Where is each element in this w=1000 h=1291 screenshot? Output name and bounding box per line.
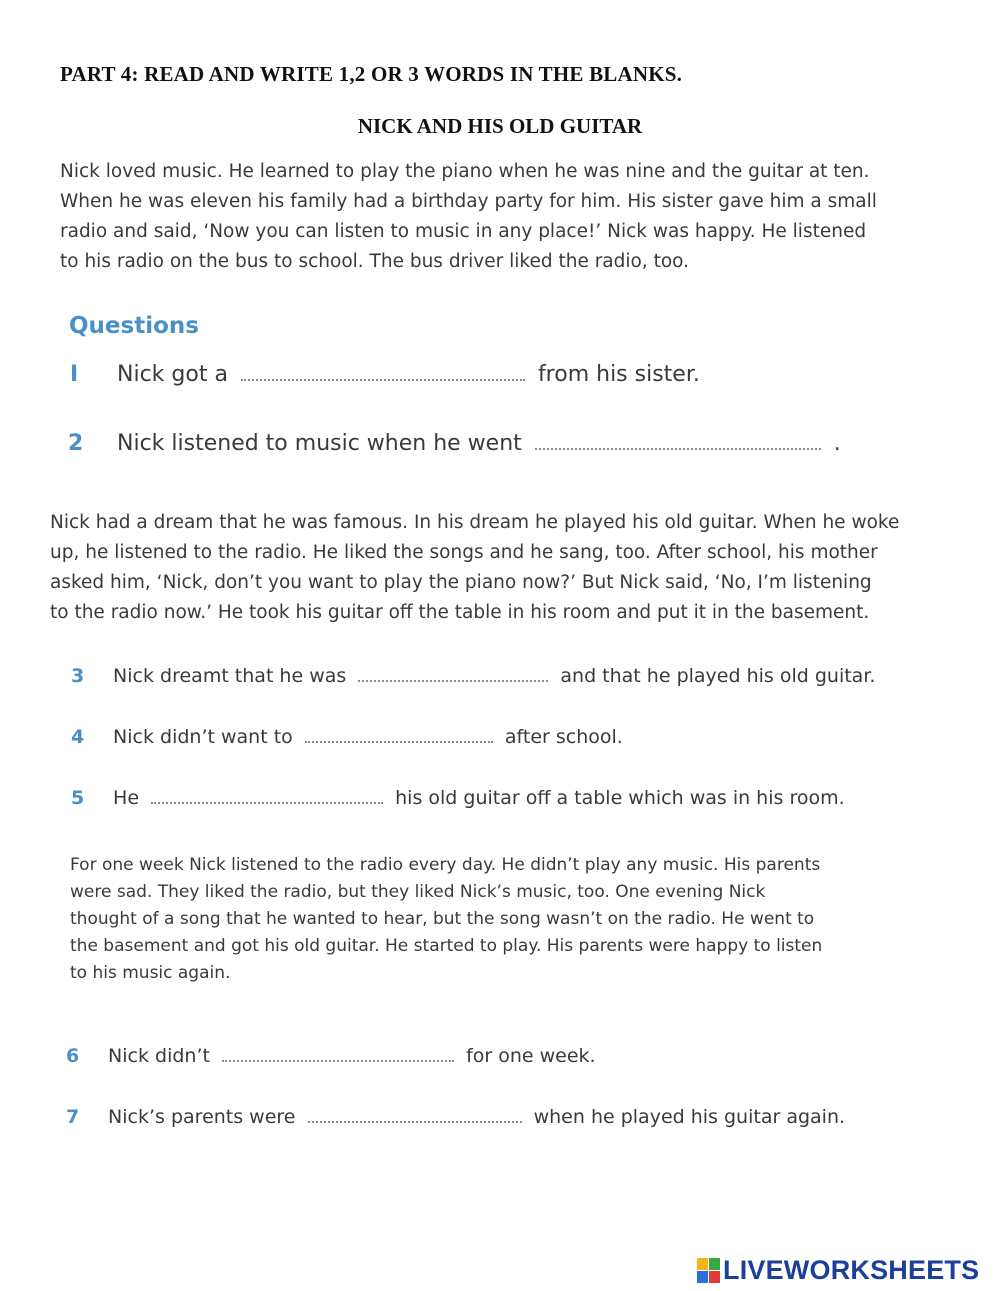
- question-text-before: Nick got a: [117, 362, 228, 387]
- question-number: 5: [71, 787, 85, 809]
- question-7: [66, 1106, 845, 1128]
- question-text-before: Nick listened to music when he went: [117, 431, 522, 456]
- passage-line: For one week Nick listened to the radio every day. He didn’t play any music. His parents: [70, 855, 821, 875]
- passage-3: [70, 852, 822, 987]
- passage-line: Nick loved music. He learned to play the piano when he was nine and the guitar at ten.: [60, 161, 870, 182]
- answer-blank-5[interactable]: [151, 801, 383, 804]
- question-text-before: Nick’s parents were: [108, 1106, 296, 1128]
- question-1: [70, 362, 700, 387]
- passage-line: were sad. They liked the radio, but they liked Nick’s music, too. One evening Nick: [70, 882, 766, 902]
- question-text-after: his old guitar off a table which was in his room.: [395, 787, 845, 809]
- question-text-after: after school.: [504, 726, 623, 748]
- question-number: 3: [71, 665, 85, 687]
- question-number: 7: [66, 1106, 80, 1128]
- question-5: [71, 787, 845, 809]
- passage-line: to the radio now.’ He took his guitar off the table in his room and put it in the basement.: [50, 602, 870, 623]
- answer-blank-4[interactable]: [305, 740, 493, 743]
- logo-text: LIVEWORKSHEETS: [723, 1254, 980, 1285]
- passage-line: radio and said, ‘Now you can listen to music in any place!’ Nick was happy. He listened: [60, 221, 867, 242]
- part-title: PART 4: READ AND WRITE 1,2 OR 3 WORDS IN THE BLANKS.: [60, 62, 683, 86]
- passage-line: Nick had a dream that he was famous. In his dream he played his old guitar. When he woke: [50, 512, 900, 533]
- question-3: [71, 665, 875, 687]
- answer-blank-1[interactable]: [241, 378, 525, 381]
- liveworksheets-logo[interactable]: [697, 1254, 979, 1286]
- passage-line: When he was eleven his family had a birthday party for him. His sister gave him a small: [60, 191, 877, 212]
- question-number: 2: [68, 431, 84, 456]
- liveworksheets-mark-icon: [697, 1258, 719, 1282]
- question-text-after: when he played his guitar again.: [533, 1106, 846, 1128]
- question-number: 4: [71, 726, 85, 748]
- question-6: [66, 1045, 596, 1067]
- question-text-before: Nick didn’t want to: [113, 726, 293, 748]
- question-2: [68, 431, 841, 456]
- passage-line: thought of a song that he wanted to hear, but the song wasn’t on the radio. He went to: [70, 909, 815, 929]
- question-4: [71, 726, 623, 748]
- passage-1: [60, 157, 877, 277]
- story-title: NICK AND HIS OLD GUITAR: [357, 114, 643, 138]
- question-text-before: Nick dreamt that he was: [113, 665, 347, 687]
- answer-blank-7[interactable]: [308, 1120, 522, 1123]
- question-text-before: He: [113, 787, 140, 809]
- passage-2: [50, 508, 899, 628]
- passage-line: up, he listened to the radio. He liked the songs and he sang, too. After school, his mother: [50, 542, 878, 563]
- answer-blank-2[interactable]: [535, 447, 821, 450]
- question-text-after: for one week.: [466, 1045, 596, 1067]
- question-text-before: Nick didn’t: [108, 1045, 210, 1067]
- answer-blank-3[interactable]: [358, 679, 548, 682]
- question-text-after: .: [833, 431, 841, 456]
- questions-heading: Questions: [69, 313, 199, 339]
- question-number: 6: [66, 1045, 80, 1067]
- answer-blank-6[interactable]: [222, 1059, 454, 1062]
- passage-line: to his music again.: [70, 963, 231, 983]
- question-text-after: from his sister.: [537, 362, 700, 387]
- question-number: I: [70, 362, 79, 387]
- passage-line: the basement and got his old guitar. He started to play. His parents were happy to listen: [70, 936, 823, 956]
- question-text-after: and that he played his old guitar.: [560, 665, 876, 687]
- passage-line: to his radio on the bus to school. The bus driver liked the radio, too.: [60, 251, 690, 272]
- passage-line: asked him, ‘Nick, don’t you want to play the piano now?’ But Nick said, ‘No, I’m listening: [50, 572, 872, 593]
